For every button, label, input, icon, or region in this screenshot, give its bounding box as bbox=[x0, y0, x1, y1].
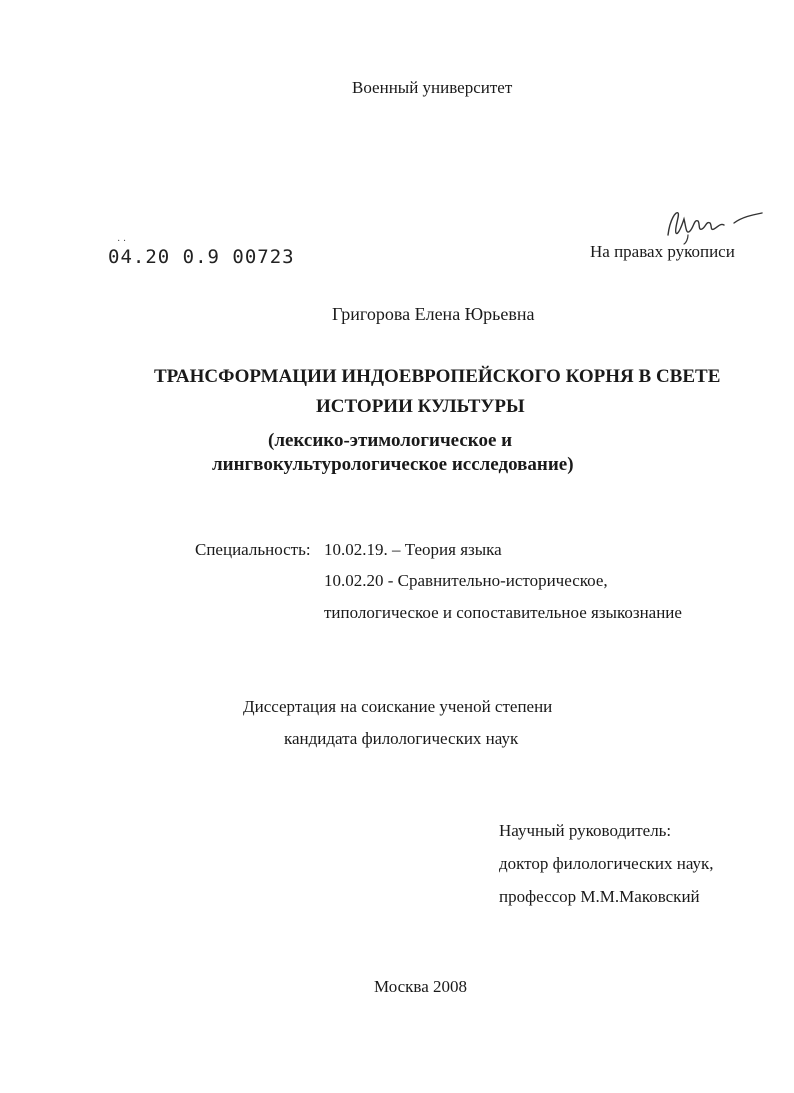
rights-note: На правах рукописи bbox=[590, 242, 735, 261]
city-year: Москва 2008 bbox=[374, 977, 468, 996]
supervisor-name: профессор М.М.Маковский bbox=[499, 887, 700, 906]
university-name: Военный университет bbox=[352, 78, 513, 97]
title-line-2: ИСТОРИИ КУЛЬТУРЫ bbox=[316, 396, 525, 417]
handwritten-signature bbox=[664, 205, 764, 245]
subtitle-line-1: (лексико-этимологическое и bbox=[268, 430, 513, 451]
specialty-line-1: 10.02.19. – Теория языка bbox=[324, 540, 502, 559]
catalog-marks: · · bbox=[117, 236, 127, 247]
author-name: Григорова Елена Юрьевна bbox=[332, 304, 535, 324]
specialty-label: Специальность: bbox=[195, 540, 311, 559]
title-line-1: ТРАНСФОРМАЦИИ ИНДОЕВРОПЕЙСКОГО КОРНЯ В СВЕТЕ bbox=[154, 366, 721, 387]
specialty-line-2: 10.02.20 - Сравнительно-историческое, bbox=[324, 571, 608, 590]
dissertation-line-2: кандидата филологических наук bbox=[284, 729, 519, 748]
supervisor-degree: доктор филологических наук, bbox=[499, 854, 714, 873]
dissertation-line-1: Диссертация на соискание ученой степени bbox=[243, 697, 553, 716]
subtitle-line-2: лингвокультурологическое исследование) bbox=[212, 454, 574, 475]
catalog-number: 04.20 0.9 00723 bbox=[108, 246, 295, 268]
supervisor-label: Научный руководитель: bbox=[499, 821, 672, 840]
specialty-line-3: типологическое и сопоставительное языкознание bbox=[324, 603, 682, 622]
